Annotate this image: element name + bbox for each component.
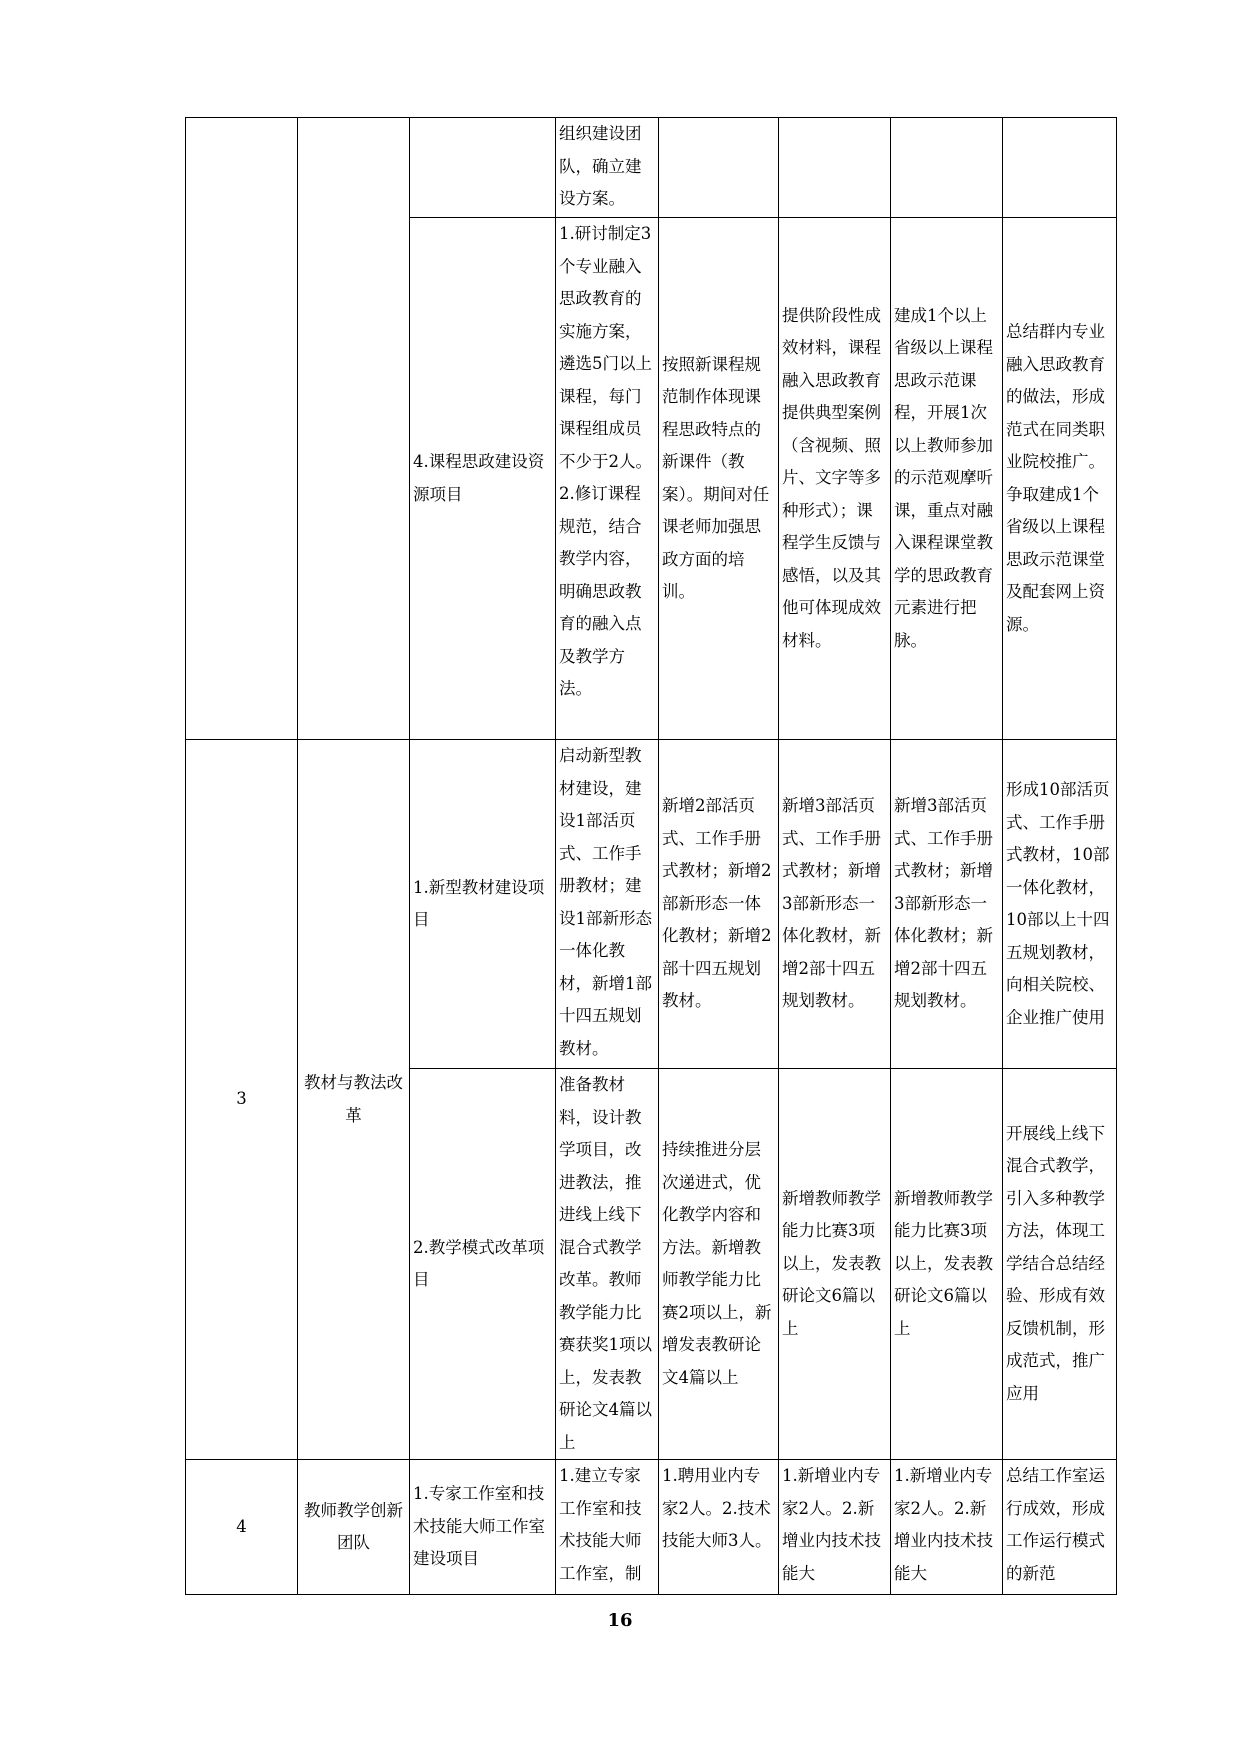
table-cell: 新增2部活页式、工作手册式教材；新增2部新形态一体化教材；新增2部十四五规划教材。: [659, 740, 779, 1069]
table-cell: 总结工作室运行成效，形成工作运行模式的新范: [1003, 1460, 1117, 1595]
table-cell: [891, 118, 1003, 218]
table-cell: 新增教师教学能力比赛3项以上，发表教研论文6篇以上: [779, 1069, 891, 1460]
table-cell: 1.新增业内专家2人。2.新增业内技术技能大: [779, 1460, 891, 1595]
table-cell: 组织建设团队，确立建设方案。: [556, 118, 659, 218]
table-row: [186, 740, 1117, 1069]
table-cell: 持续推进分层次递进式，优化教学内容和方法。新增教师教学能力比赛2项以上，新增发表教研论文4篇以上: [659, 1069, 779, 1460]
item-title-cell: 教材与教法改革: [298, 740, 410, 1460]
table-cell: 1.聘用业内专家2人。2.技术技能大师3人。: [659, 1460, 779, 1595]
construction-plan-table: [185, 117, 1117, 1595]
table-cell: 启动新型教材建设，建设1部活页式、工作手册教材；建设1部新形态一体化教材，新增1部十四五规划教材。: [556, 740, 659, 1069]
page-number: 16: [607, 1610, 633, 1631]
table-cell: 开展线上线下混合式教学，引入多种教学方法，体现工学结合总结经验、形成有效反馈机制，形成范式，推广应用: [1003, 1069, 1117, 1460]
table-row: [186, 118, 1117, 218]
item-title-cell: 教师教学创新团队: [298, 1460, 410, 1595]
table-cell: 新增3部活页式、工作手册式教材；新增3部新形态一体化教材；新增2部十四五规划教材。: [891, 740, 1003, 1069]
table-cell: 提供阶段性成效材料，课程融入思政教育提供典型案例（含视频、照片、文字等多种形式）；课程学生反馈与感悟，以及其他可体现成效材料。: [779, 218, 891, 740]
table-cell: [186, 118, 298, 740]
table-cell: [779, 118, 891, 218]
table-cell: 准备教材料，设计教学项目，改进教法，推进线上线下混合式教学改革。教师教学能力比赛获奖1项以上，发表教研论文4篇以上: [556, 1069, 659, 1460]
table-cell: 建成1个以上省级以上课程思政示范课程，开展1次以上教师参加的示范观摩听课，重点对融入课程课堂教学的思政教育元素进行把脉。: [891, 218, 1003, 740]
table-cell: 新增3部活页式、工作手册式教材；新增3部新形态一体化教材，新增2部十四五规划教材。: [779, 740, 891, 1069]
item-number-cell: 3: [186, 740, 298, 1460]
project-name-cell: 2.教学模式改革项目: [410, 1069, 556, 1460]
item-number-cell: 4: [186, 1460, 298, 1595]
table-row: [186, 1460, 1117, 1595]
table-cell: 总结群内专业融入思政教育的做法，形成范式在同类职业院校推广。争取建成1个省级以上课程思政示范课堂及配套网上资源。: [1003, 218, 1117, 740]
table-cell: 按照新课程规范制作体现课程思政特点的新课件（教案）。期间对任课老师加强思政方面的培训。: [659, 218, 779, 740]
table-cell: 1.研讨制定3个专业融入思政教育的实施方案，遴选5门以上课程，每门课程组成员不少于2人。2.修订课程规范，结合教学内容，明确思政教育的融入点及教学方法。: [556, 218, 659, 740]
table-cell: [298, 118, 410, 740]
project-name-cell: 4.课程思政建设资源项目: [410, 218, 556, 740]
project-name-cell: 1.专家工作室和技术技能大师工作室建设项目: [410, 1460, 556, 1595]
table-cell: [659, 118, 779, 218]
table-cell: [410, 118, 556, 218]
table-cell: [1003, 118, 1117, 218]
table-cell: 1.建立专家工作室和技术技能大师工作室，制: [556, 1460, 659, 1595]
project-name-cell: 1.新型教材建设项目: [410, 740, 556, 1069]
table-cell: 新增教师教学能力比赛3项以上，发表教研论文6篇以上: [891, 1069, 1003, 1460]
table-cell: 形成10部活页式、工作手册式教材，10部一体化教材，10部以上十四五规划教材，向相关院校、企业推广使用: [1003, 740, 1117, 1069]
table-cell: 1.新增业内专家2人。2.新增业内技术技能大: [891, 1460, 1003, 1595]
